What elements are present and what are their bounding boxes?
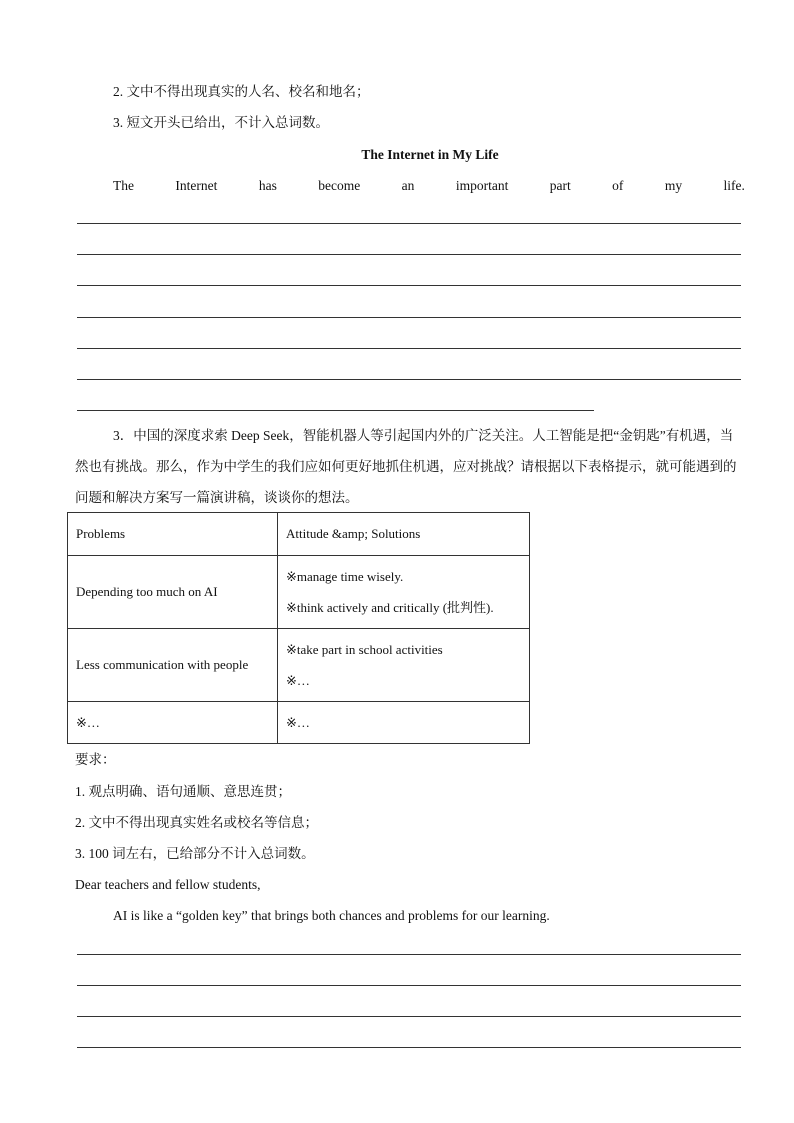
essay-title: The Internet in My Life — [361, 147, 499, 162]
requirement-item: 2. 文中不得出现真实姓名或校名等信息； — [75, 815, 318, 830]
requirement-2: 2. 文中不得出现真实的人名、校名和地名； — [113, 84, 370, 99]
word: become — [318, 178, 361, 193]
writing-line[interactable] — [77, 254, 741, 255]
opening-sentence — [113, 177, 745, 195]
speech-opening: AI is like a “golden key” that brings both chances and problems for our learning. — [113, 908, 550, 923]
writing-line[interactable] — [77, 223, 741, 224]
requirement-item: 1. 观点明确、语句通顺、意思连贯； — [75, 784, 291, 799]
writing-line[interactable] — [77, 985, 741, 986]
word: an — [401, 178, 415, 193]
table-row — [68, 556, 530, 629]
requirements-heading: 要求： — [75, 752, 116, 767]
salutation: Dear teachers and fellow students, — [75, 877, 261, 892]
table-header-row — [68, 513, 530, 556]
hint-table — [67, 512, 530, 744]
writing-line[interactable] — [77, 954, 741, 955]
requirement-item: 3. 100 词左右，已给部分不计入总词数。 — [75, 846, 315, 861]
solution-item: ※… — [286, 673, 310, 688]
header-problems: Problems — [68, 513, 278, 556]
problem-cell: Depending too much on AI — [68, 556, 278, 629]
requirement-3: 3. 短文开头已给出，不计入总词数。 — [113, 115, 329, 130]
problem-cell: Less communication with people — [68, 629, 278, 702]
solution-item: ※… — [286, 715, 310, 730]
writing-line[interactable] — [77, 1016, 741, 1017]
word: important — [455, 178, 509, 193]
word: life. — [723, 178, 745, 193]
writing-line[interactable] — [77, 1047, 741, 1048]
solution-item: ※manage time wisely. — [286, 569, 404, 584]
solution-cell — [278, 702, 530, 744]
solution-item: ※think actively and critically (批判性). — [286, 600, 494, 615]
writing-line[interactable] — [77, 410, 594, 411]
writing-line[interactable] — [77, 348, 741, 349]
solution-item: ※take part in school activities — [286, 642, 443, 657]
writing-line[interactable] — [77, 317, 741, 318]
table-row — [68, 629, 530, 702]
writing-line[interactable] — [77, 285, 741, 286]
solution-cell — [278, 556, 530, 629]
word: Internet — [175, 178, 218, 193]
prompt-paragraph: 3．中国的深度求索 Deep Seek，智能机器人等引起国内外的广泛关注。人工智能是把“金钥匙”有机遇，当然也有挑战。那么，作为中学生的我们应如何更好地抓住机遇，应对挑战？请根据以下表格提示，就可能遇到的问题和解决方案写一篇演讲稿，谈谈你的想法。 — [75, 428, 737, 505]
problem-cell: ※… — [68, 702, 278, 744]
word: The — [113, 178, 134, 193]
word: has — [258, 178, 277, 193]
word: of — [612, 178, 624, 193]
writing-line[interactable] — [77, 379, 741, 380]
word: my — [664, 178, 683, 193]
solution-cell — [278, 629, 530, 702]
word: part — [549, 178, 571, 193]
header-solutions: Attitude &amp; Solutions — [278, 513, 530, 556]
table-row — [68, 702, 530, 744]
